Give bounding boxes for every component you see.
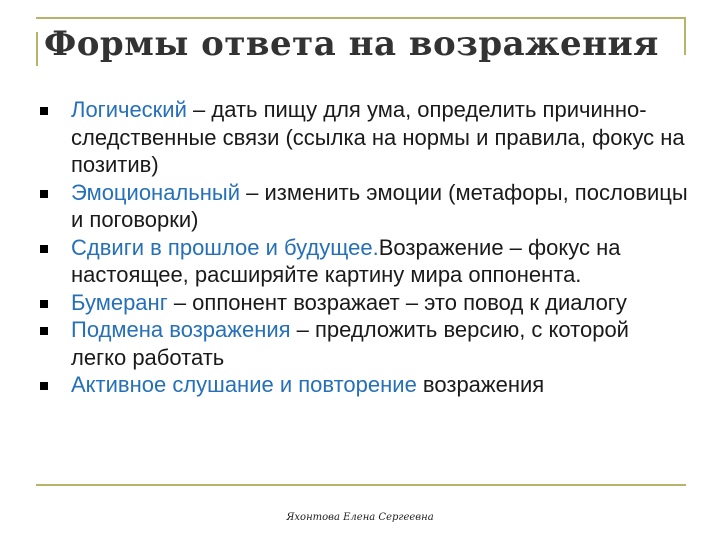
slide-title: Формы ответа на возражения	[44, 24, 659, 64]
frame-right-line	[684, 17, 686, 55]
bullet-text: – изменить эмоции (метафоры, пословицы и поговорки)	[71, 179, 688, 232]
bullet-accent: Бумеранг	[71, 289, 168, 315]
footer-author: Яхонтова Елена Сергеевна	[286, 512, 434, 523]
bullet-text: – дать пищу для ума, определить причинно-следственные связи (ссылка на нормы и правила, фокус на позитив)	[71, 97, 685, 177]
frame-bottom-line	[36, 484, 686, 486]
bullet-item	[40, 316, 690, 371]
bullet-accent: Сдвиги в прошлое и будущее.	[71, 234, 379, 260]
square-bullet-icon	[40, 382, 48, 390]
bullet-text: – предложить версию, с которой легко работать	[71, 317, 629, 370]
bullet-accent: Эмоциональный	[71, 179, 240, 205]
square-bullet-icon	[40, 190, 48, 198]
bullet-text: Возражение – фокус на настоящее, расширяйте картину мира оппонента.	[71, 234, 621, 287]
bullet-accent: Активное слушание и повторение	[71, 372, 417, 397]
frame-top-line	[36, 17, 686, 19]
square-bullet-icon	[40, 300, 48, 308]
square-bullet-icon	[40, 245, 48, 253]
bullet-item	[40, 179, 690, 234]
bullet-text: – оппонент возражает – это повод к диалогу	[167, 289, 627, 315]
square-bullet-icon	[40, 327, 48, 335]
bullet-item	[40, 96, 690, 179]
square-bullet-icon	[40, 107, 48, 115]
bullet-item	[40, 371, 690, 399]
bullet-item	[40, 289, 690, 317]
frame-left-line	[36, 32, 38, 66]
bullet-text: возражения	[416, 372, 545, 397]
bullet-list	[40, 96, 690, 399]
bullet-accent: Подмена возражения	[71, 317, 291, 342]
bullet-item	[40, 234, 690, 289]
bullet-accent: Логический	[71, 97, 187, 122]
